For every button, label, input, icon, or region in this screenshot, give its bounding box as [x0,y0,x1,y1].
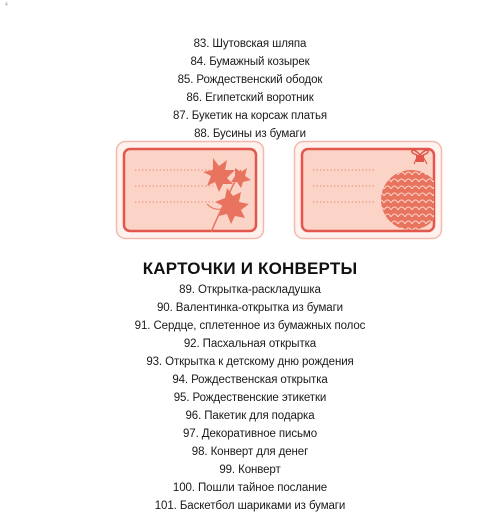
contents-item: 83. Шутовская шляпа [193,38,307,50]
contents-item: 92. Пасхальная открытка [183,338,317,350]
contents-list-bottom [0,281,500,515]
contents-item: 96. Пакетик для подарка [185,410,315,422]
contents-item: 85. Рождественский ободок [177,74,323,86]
contents-item: 101. Баскетбол шариками из бумаги [154,500,346,512]
contents-list-top [0,35,500,143]
contents-item: 86. Египетский воротник [186,92,314,104]
contents-item: 84. Бумажный козырек [190,56,310,68]
contents-item: 99. Конверт [219,464,281,476]
page-marker: 4 [5,2,8,8]
gift-tags-illustration [0,140,500,245]
contents-item: 90. Валентинка-открытка из бумаги [157,302,343,314]
contents-item: 88. Бусины из бумаги [194,128,306,140]
bauble-gift-tag-image [293,140,443,240]
contents-item: 94. Рождественская открытка [172,374,328,386]
contents-item: 89. Открытка-раскладушка [179,284,321,296]
section-title: КАРТОЧКИ И КОНВЕРТЫ [142,259,358,278]
contents-item: 98. Конверт для денег [191,446,309,458]
contents-item: 93. Открытка к детскому дню рождения [146,356,354,368]
contents-item: 91. Сердце, сплетенное из бумажных полос [134,320,366,332]
contents-item: 87. Букетик на корсаж платья [172,110,327,122]
contents-item: 95. Рождественские этикетки [173,392,327,404]
contents-item: 97. Декоративное письмо [183,428,317,440]
leaf-gift-tag-image [115,140,265,240]
contents-item: 100. Пошли тайное послание [172,482,328,494]
